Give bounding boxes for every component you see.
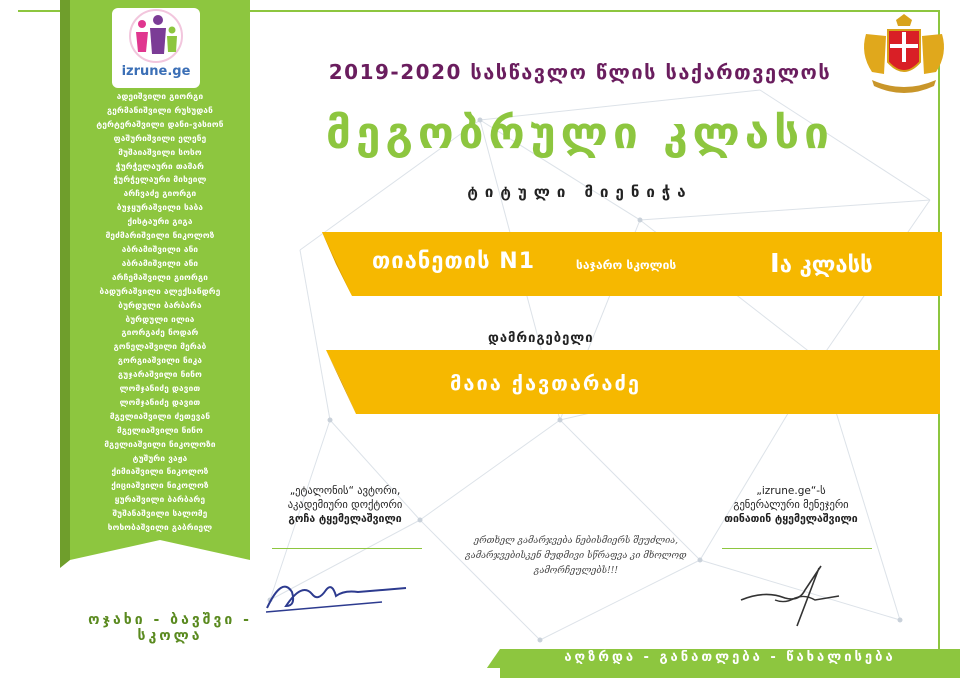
family-motto: ოჯახი - ბავშვი - სკოლა bbox=[88, 612, 252, 644]
quote-line-1: ერთხელ გამარჯვება ნებისმიერს შეუძლია, bbox=[473, 536, 679, 546]
list-item: გერმანიშვილი რუსუდან bbox=[107, 104, 213, 115]
left-divider bbox=[272, 548, 422, 549]
teacher-name: მაია ქავთარაძე bbox=[450, 371, 641, 395]
list-item: ხოხობაშვილი გაბრიელ bbox=[107, 522, 213, 533]
list-item: ტერტერაშვილი დანი-ვასიონ bbox=[96, 118, 224, 129]
family-logo-icon bbox=[112, 8, 200, 64]
list-item: გუჯარაშვილი ნინო bbox=[118, 369, 202, 380]
list-item: მგელიაშვილი ნიკოლოზი bbox=[104, 438, 216, 449]
list-item: ლომჯანიძე დავით bbox=[119, 396, 201, 407]
list-item: ქიმიაშვილი ნიკოლოზ bbox=[111, 466, 209, 477]
year-title: 2019-2020 სასწავლო წლის საქართველოს bbox=[328, 60, 832, 84]
left-role-2: აკადემიური დოქტორი bbox=[287, 499, 403, 511]
school-type: საჯარო სკოლის bbox=[576, 258, 677, 272]
list-item: ფაშურიშვილი ელენე bbox=[113, 132, 207, 143]
left-role-1: „ეტალონის“ ავტორი, bbox=[289, 485, 401, 497]
right-role-2: გენერალური მენეჯერი bbox=[733, 499, 849, 511]
list-item: ბურდული ილია bbox=[125, 313, 195, 324]
left-name: გოჩა ტყემელაშვილი bbox=[288, 513, 402, 525]
list-item: გიორგაძე ნოდარ bbox=[121, 327, 199, 338]
quote bbox=[436, 534, 716, 579]
list-item: აბრამიშვილი ანი bbox=[121, 257, 199, 268]
right-divider bbox=[722, 548, 872, 549]
list-item: ბურდული ბარბარა bbox=[118, 299, 202, 310]
left-signatory bbox=[265, 484, 425, 527]
list-item: ჭურჭელაური თამარ bbox=[115, 160, 205, 171]
list-item: ქიციაშვილი ნიკოლოზ bbox=[111, 480, 209, 491]
class-roman: I bbox=[770, 249, 780, 279]
quote-line-2: გამარჯვებისკენ მუდმივი სწრაფვა კი მხოლოდ გამორჩეულებს!!! bbox=[465, 551, 687, 576]
list-item: არჩვაძე გიორგი bbox=[123, 188, 197, 199]
list-item: მგელიაშვილი ძეთევან bbox=[109, 410, 211, 421]
right-role-1: „izrune.ge“-ს bbox=[756, 485, 826, 497]
list-item: გონელაშვილი მერაბ bbox=[113, 341, 207, 352]
list-item: მეძმარიშვილი ნიკოლოზ bbox=[105, 230, 215, 241]
student-names-list bbox=[70, 90, 250, 535]
right-name: თინათინ ტყემელაშვილი bbox=[724, 513, 858, 525]
list-item: ჭურჭელაური მიხეილ bbox=[113, 174, 207, 185]
footer-motto: აღზრდა - განათლება - წახალისება bbox=[564, 650, 896, 665]
list-item: აბრამიშვილი ანი bbox=[121, 243, 199, 254]
list-item: ლომჯანიძე დავით bbox=[119, 383, 201, 394]
subtitle: ტიტული მიენიჭა bbox=[467, 183, 693, 201]
signature-left-icon bbox=[262, 572, 412, 616]
izrune-logo bbox=[112, 8, 200, 88]
logo-text: izrune.ge bbox=[121, 64, 191, 79]
list-item: ბუჯყურაშვილი საბა bbox=[116, 202, 204, 213]
main-title: მეგობრული კლასი bbox=[326, 108, 834, 159]
list-item: ქისტაური გიგა bbox=[127, 216, 193, 227]
right-signatory bbox=[706, 484, 876, 527]
list-item: ტუშური ვაჟა bbox=[132, 452, 188, 463]
list-item: ბადურაშვილი ალექსანდრე bbox=[99, 285, 221, 296]
list-item: ყურაშვილი ბარბარე bbox=[114, 494, 206, 505]
founder-label: დამრიგებელი bbox=[488, 331, 594, 346]
school-name: თიანეთის N1 bbox=[372, 249, 536, 274]
coat-of-arms-icon bbox=[858, 14, 950, 100]
list-item: გორგიაშვილი ნიკა bbox=[117, 355, 203, 366]
class-name bbox=[770, 249, 873, 279]
list-item: არჩემაშვილი გიორგი bbox=[111, 271, 209, 282]
signature-right-icon bbox=[735, 560, 845, 632]
class-suffix: ა კლასს bbox=[779, 253, 873, 278]
list-item: მუშაიაშვილი სოსო bbox=[118, 146, 202, 157]
list-item: შუშანაშვილი სალომე bbox=[112, 508, 208, 519]
list-item: მგელიაშვილი ნინო bbox=[116, 424, 204, 435]
list-item: ადეიშვილი გიორგი bbox=[116, 91, 204, 101]
